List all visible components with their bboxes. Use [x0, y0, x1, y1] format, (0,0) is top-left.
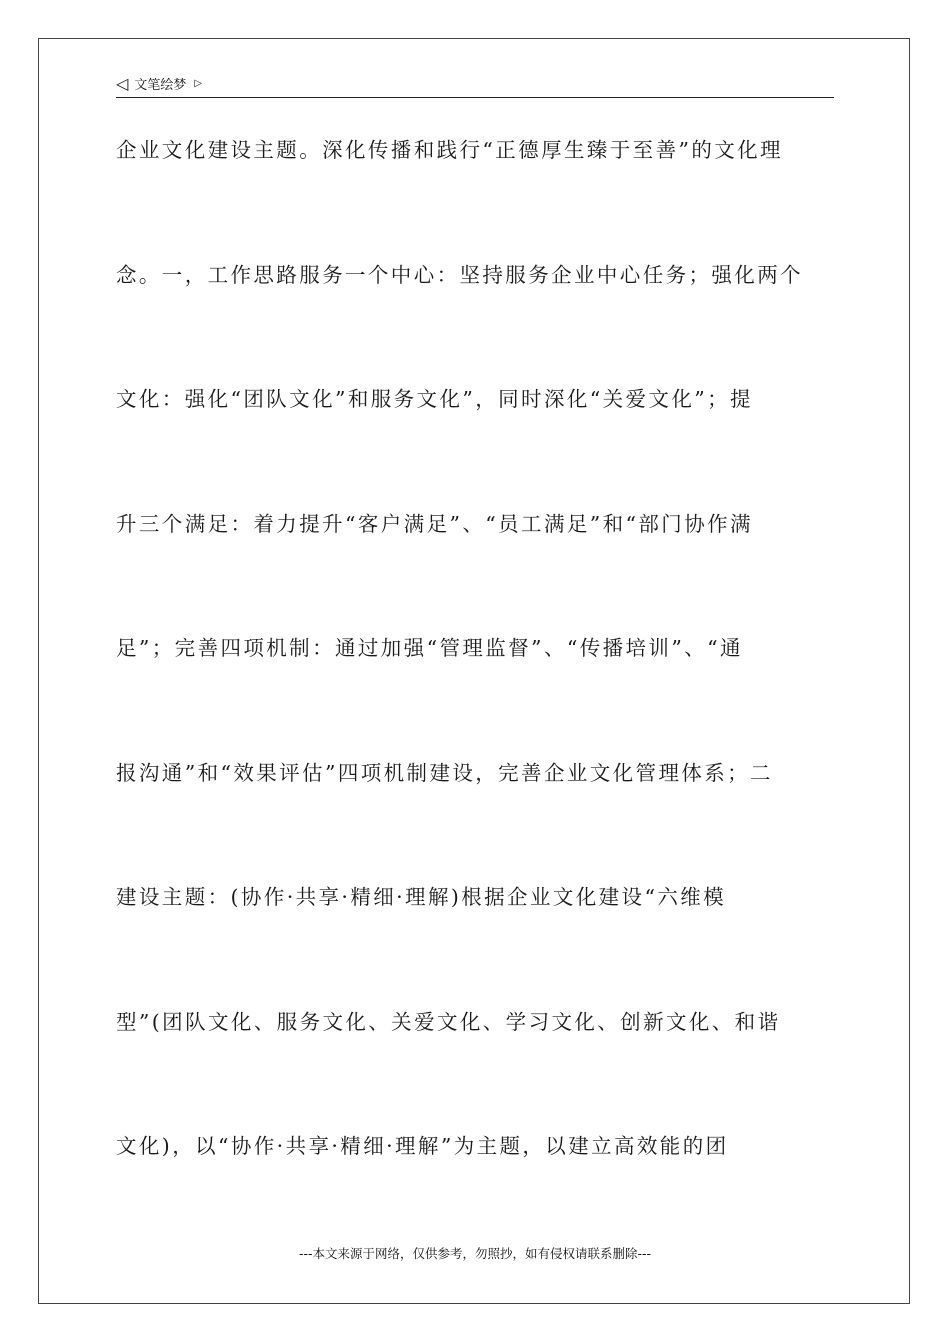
- header-title: 文笔绘梦: [134, 78, 187, 93]
- triangle-left-icon: ◁: [116, 73, 129, 93]
- body-line: 足”；完善四项机制：通过加强“管理监督”、“传播培训”、“通: [116, 636, 743, 660]
- body-line: 建设主题：(协作·共享·精细·理解)根据企业文化建设“六维模: [116, 885, 727, 909]
- body-line: 升三个满足：着力提升“客户满足”、“员工满足”和“部门协作满: [116, 511, 753, 536]
- body-line: 文化：强化“团队文化”和服务文化”，同时深化“关爱文化”；提: [116, 387, 753, 411]
- footer-notice: ---本文来源于网络，仅供参考，勿照抄，如有侵权请联系删除---: [298, 1246, 652, 1261]
- page-header: [116, 70, 834, 98]
- body-line: 型”(团队文化、服务文化、关爱文化、学习文化、创新文化、和谐: [116, 1009, 781, 1034]
- body-line: 报沟通”和“效果评估”四项机制建设，完善企业文化管理体系；二: [116, 760, 773, 785]
- body-line: 念。一，工作思路服务一个中心：坚持服务企业中心任务；强化两个: [116, 262, 803, 287]
- triangle-right-icon: ▷: [194, 77, 203, 89]
- body-line: 企业文化建设主题。深化传播和践行“正德厚生臻于至善”的文化理: [116, 138, 783, 162]
- document-body: [116, 130, 836, 1251]
- body-line: 文化)，以“协作·共享·精细·理解”为主题，以建立高效能的团: [116, 1134, 729, 1158]
